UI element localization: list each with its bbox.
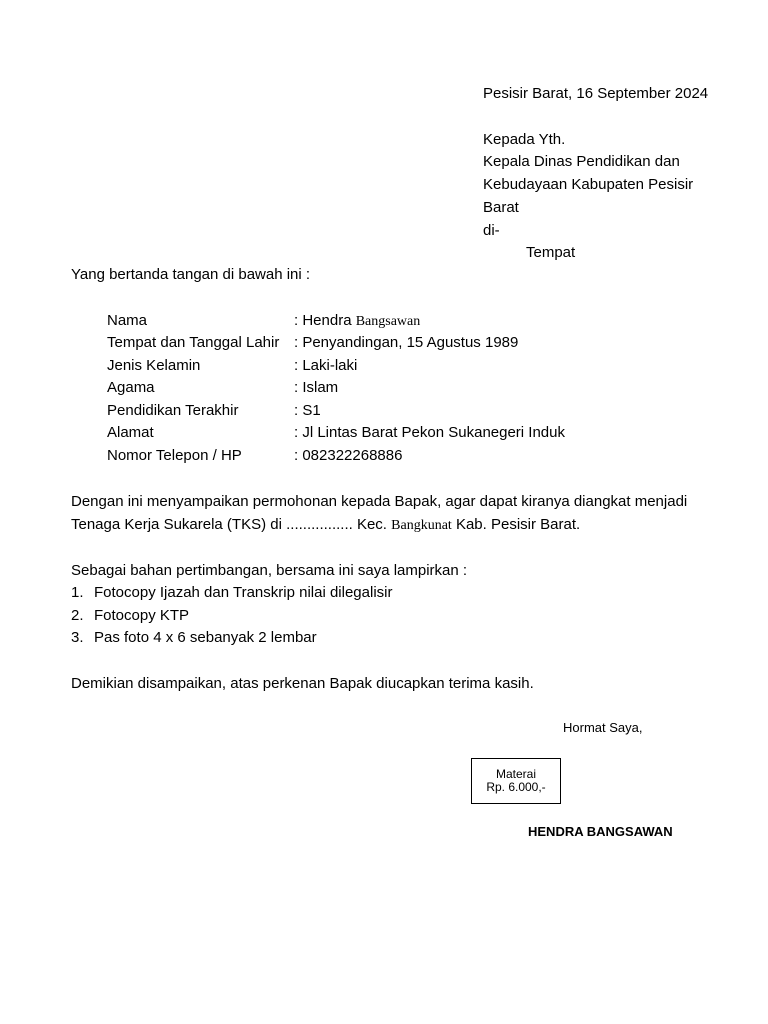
recipient-line: di-: [483, 222, 500, 239]
detail-label: Agama: [107, 379, 155, 396]
recipient-line: Kebudayaan Kabupaten Pesisir: [483, 176, 694, 193]
detail-value: : 082322268886: [294, 447, 403, 464]
detail-label: Alamat: [107, 424, 154, 441]
request-line-part: Bangkunat: [391, 518, 452, 533]
detail-label: Jenis Kelamin: [107, 357, 201, 374]
attachments-intro: Sebagai bahan pertimbangan, bersama ini saya lampirkan :: [71, 562, 468, 579]
list-number: 2.: [71, 607, 84, 624]
list-number: 1.: [71, 584, 84, 601]
list-number: 3.: [71, 629, 84, 646]
detail-label: Tempat dan Tanggal Lahir: [107, 334, 280, 351]
closing-sentence: Demikian disampaikan, atas perkenan Bapak diucapkan terima kasih.: [71, 675, 534, 692]
detail-value-part: : Hendra: [294, 312, 356, 329]
list-text: Pas foto 4 x 6 sebanyak 2 lembar: [94, 629, 317, 646]
detail-label: Nomor Telepon / HP: [107, 447, 242, 464]
opening-sentence: Yang bertanda tangan di bawah ini :: [71, 266, 311, 283]
request-line-part: Tenaga Kerja Sukarela (TKS) di ................ Kec.: [71, 516, 392, 533]
request-line-part: Kab. Pesisir Barat.: [451, 516, 581, 533]
request-line: [71, 515, 580, 536]
detail-value-part: Bangsawan: [355, 314, 421, 329]
stamp-amount: Rp. 6.000,-: [486, 780, 546, 794]
place-date: Pesisir Barat, 16 September 2024: [483, 85, 709, 102]
recipient-line: Tempat: [526, 244, 576, 261]
recipient-line: Kepala Dinas Pendidikan dan: [483, 153, 680, 170]
detail-value: : Laki-laki: [294, 357, 358, 374]
detail-value: : Penyandingan, 15 Agustus 1989: [294, 334, 519, 351]
request-line: Dengan ini menyampaikan permohonan kepada Bapak, agar dapat kiranya diangkat menjadi: [71, 493, 688, 510]
recipient-line: Barat: [483, 199, 519, 216]
recipient-line: Kepada Yth.: [483, 131, 566, 148]
signer-name: HENDRA BANGSAWAN: [528, 824, 673, 839]
detail-value: : Islam: [294, 379, 339, 396]
stamp-label: Materai: [495, 767, 536, 781]
detail-value: : S1: [294, 402, 321, 419]
list-text: Fotocopy Ijazah dan Transkrip nilai dilegalisir: [94, 584, 393, 601]
detail-label: Pendidikan Terakhir: [107, 402, 239, 419]
detail-value: [294, 311, 420, 332]
list-text: Fotocopy KTP: [94, 607, 190, 624]
regards-text: Hormat Saya,: [563, 720, 643, 735]
stamp-duty-box: [471, 758, 561, 804]
detail-value: : Jl Lintas Barat Pekon Sukanegeri Induk: [294, 424, 565, 441]
detail-label: Nama: [107, 312, 148, 329]
